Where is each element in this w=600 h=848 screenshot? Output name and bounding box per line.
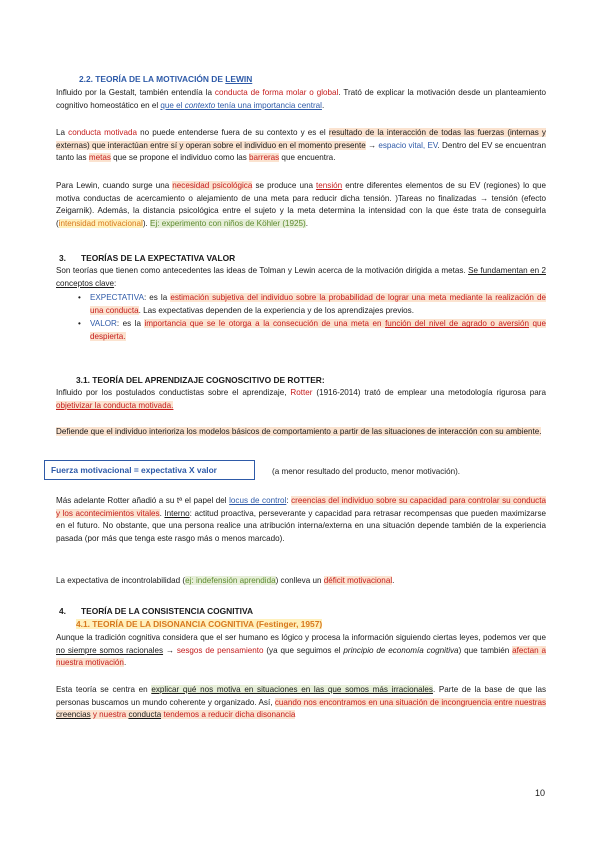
formula-box: Fuerza motivacional = expectativa X valor <box>44 460 255 480</box>
section-4-1-heading: 4.1. TEORÍA DE LA DISONANCIA COGNITIVA (Festinger, 1957) <box>76 619 323 629</box>
key-concepts-list <box>56 292 546 343</box>
list-item-expectativa: • EXPECTATIVA: es la estimación subjetiva del individuo sobre la probabilidad de lograr una meta mediante la realización de una conducta. Las expectativas dependen de la experiencia y de los aprendizajes previos. <box>78 293 547 315</box>
section-2-2-heading: 2.2. TEORÍA DE LA MOTIVACIÓN DE LEWIN <box>79 74 253 84</box>
section-4-heading: 4. TEORÍA DE LA CONSISTENCIA COGNITIVA <box>59 606 253 616</box>
section-3-heading: 3. TEORÍAS DE LA EXPECTATIVA VALOR <box>59 253 236 263</box>
section-3-1-heading: 3.1. TEORÍA DEL APRENDIZAJE COGNOSCITIVO DE ROTTER: <box>76 375 325 385</box>
rotter-paragraph-4: La expectativa de incontrolabilidad (ej: indefensión aprendida) conlleva un déficit motivacional. <box>56 576 395 585</box>
formula-note: (a menor resultado del producto, menor motivación). <box>272 467 461 476</box>
festinger-paragraph-1: Aunque la tradición cognitiva considera que el ser humano es lógico y procesa la información siguiendo ciertas leyes, podemos ver que no siempre somos racionales → sesgos de pensamiento (ya que seguimos el principio de economía cognitiva) que también afectan a nuestra motivación. <box>56 633 546 668</box>
rotter-paragraph-1: Influido por los postulados conductistas sobre el aprendizaje, Rotter (1916-2014) trató de emplear una metodología rigurosa para objetivizar la conducta motivada. <box>56 388 546 410</box>
lewin-paragraph-1: Influido por la Gestalt, también entendía la conducta de forma molar o global. Trató de explicar la motivación desde un planteamiento cognitivo homeostático en el que el contexto tenía una importancia central. <box>56 88 546 110</box>
expectativa-intro: Son teorías que tienen como antecedentes las ideas de Tolman y Lewin acerca de la motivación dirigida a metas. Se fundamentan en 2 conceptos clave: <box>56 266 546 288</box>
lewin-paragraph-2: La conducta motivada no puede entenderse fuera de su contexto y es el resultado de la interacción de todas las fuerzas (internas y externas) que interactúan entre sí y operan sobre el individuo en el momento presente → espacio vital, EV. Dentro del EV se encuentran tanto las metas que se propone el individuo como las barreras que encuentra. <box>56 128 547 163</box>
festinger-paragraph-2: Esta teoría se centra en explicar qué nos motiva en situaciones en las que somos más irracionales. Parte de la base de que las personas buscamos un mundo coherente y organizado. Así, cuando nos encontramos en una situación de incongruencia entre nuestras creencias y nuestra conducta tendemos a reducir dicha disonancia <box>56 685 546 720</box>
lewin-paragraph-3: Para Lewin, cuando surge una necesidad psicológica se produce una tensión entre diferentes elementos de su EV (regiones) lo que motiva conductas de acercamiento o alejamiento de una meta para reducir dicha tensión. )Tareas no finalizadas → tensión (efecto Zeigarnik). Además, la distancia psicológica entre el sujeto y la meta determina la intensidad con la que éste trata de conseguirla (intensidad motivacional). Ej: experimento con niños de Köhler (1925). <box>56 181 546 228</box>
rotter-paragraph-2: Defiende que el individuo interioriza los modelos básicos de comportamiento a partir de las situaciones de interacción con su ambiente. <box>56 427 542 436</box>
rotter-paragraph-3: Más adelante Rotter añadió a su tª el papel del locus de control: creencias del individuo sobre su capacidad para controlar su conducta y los acontecimientos vitales. Interno: actitud proactiva, perseverante y capacidad para retrasar recompensas que pueden maximizarse en el futuro. No obstante, que una persona realice una atribución interna/externa en una situación depende también de la experiencia pasada (por más que tenga este rasgo más o menos marcado). <box>56 496 547 543</box>
list-item-valor: • VALOR: es la importancia que se le otorga a la consecución de una meta en función del nivel de agrado o aversión que despierta. <box>78 319 547 341</box>
page-number: 10 <box>535 788 546 798</box>
